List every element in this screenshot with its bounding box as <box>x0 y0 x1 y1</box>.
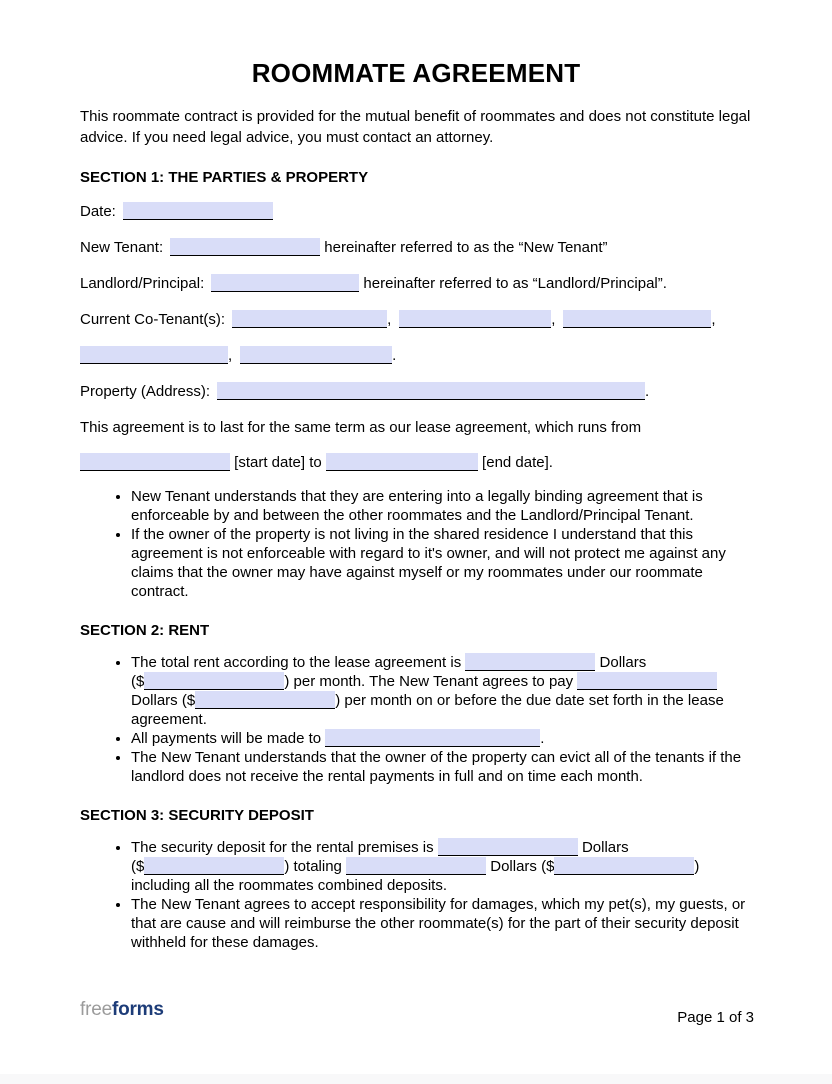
paren-close: ) <box>284 858 290 875</box>
separator: , <box>711 311 716 328</box>
start-date-field[interactable] <box>80 453 230 471</box>
deposit-bullet-text: Dollars <box>577 839 629 856</box>
separator: , <box>387 311 392 328</box>
paren-close: ) <box>284 673 290 690</box>
date-row <box>80 201 752 223</box>
paren-open: ($ <box>131 673 145 690</box>
paren-open: ($ <box>181 692 196 709</box>
intro-paragraph: This roommate contract is provided for the mutual benefit of roommates and does not constitute legal advice. If you need legal advice, you must contact an attorney. <box>80 108 751 146</box>
rent-bullet-text: per month on or before the due date set forth in the lease agreement. <box>131 692 724 728</box>
payments-bullet-text: All payments will be made to <box>131 730 326 747</box>
rent-bullet-text: Dollars <box>595 654 647 671</box>
cotenant-field-4[interactable] <box>80 346 228 364</box>
section1-bullet-list <box>80 487 752 601</box>
cotenants-label: Current Co-Tenant(s): <box>80 311 226 328</box>
new-tenant-after-text: hereinafter referred to as the “New Tenant” <box>320 239 608 256</box>
list-item: • If the owner of the property is not living in the shared residence I understand that this agreement is not enforceable with regard to it's owner, and will not protect me against any claims that the owner may have against myself or my roommates under our roommate contract. <box>131 525 752 601</box>
date-field[interactable] <box>123 202 273 220</box>
rent-bullet-text: The total rent according to the lease agreement is <box>131 654 466 671</box>
landlord-label: Landlord/Principal: <box>80 275 205 292</box>
cotenant-field-5[interactable] <box>240 346 392 364</box>
property-row <box>80 381 752 403</box>
logo-free-text: free <box>80 999 112 1020</box>
rent-pay-amount-field[interactable] <box>195 691 335 709</box>
cotenants-row-1 <box>80 309 752 331</box>
deposit-words-field[interactable] <box>438 838 578 856</box>
deposit-total-amount-field[interactable] <box>554 857 694 875</box>
deposit-bullet-text: The security deposit for the rental premises is <box>131 839 438 856</box>
page-footer <box>80 999 754 1026</box>
rent-total-amount-field[interactable] <box>144 672 284 690</box>
list-item: • The New Tenant agrees to accept responsibility for damages, which my pet(s), my guests, or that are cause and will reimburse the other roommate(s) for the part of their security deposit withheld for these damages. <box>131 895 752 952</box>
list-item <box>131 729 752 748</box>
new-tenant-field[interactable] <box>170 238 320 256</box>
rent-total-words-field[interactable] <box>465 653 595 671</box>
freeforms-logo <box>80 999 164 1021</box>
paren-open: ($ <box>131 858 145 875</box>
section3-bullet-list <box>80 838 752 952</box>
list-item <box>131 838 752 895</box>
list-item: • New Tenant understands that they are entering into a legally binding agreement that is enforceable by and between the other roommates and the Landlord/Principal Tenant. <box>131 487 752 525</box>
cotenant-field-1[interactable] <box>232 310 387 328</box>
deposit-amount-field[interactable] <box>144 857 284 875</box>
deposit-bullet-text: Dollars <box>486 858 542 875</box>
separator: . <box>392 347 397 364</box>
paren-open: ($ <box>541 858 555 875</box>
landlord-row <box>80 273 752 295</box>
property-label: Property (Address): <box>80 383 211 400</box>
rent-pay-words-field[interactable] <box>577 672 717 690</box>
landlord-field[interactable] <box>211 274 359 292</box>
end-date-tag: [end date]. <box>477 454 553 471</box>
viewer-edge <box>0 1074 832 1084</box>
deposit-total-words-field[interactable] <box>346 857 486 875</box>
paren-close: ) <box>335 692 341 709</box>
section1-heading: SECTION 1: THE PARTIES & PROPERTY <box>80 169 369 186</box>
payments-made-to-field[interactable] <box>325 729 540 747</box>
new-tenant-label: New Tenant: <box>80 239 164 256</box>
section2-bullet-list <box>80 653 752 786</box>
section3-heading: SECTION 3: SECURITY DEPOSIT <box>80 807 314 824</box>
landlord-after-text: hereinafter referred to as “Landlord/Principal”. <box>359 275 667 292</box>
cotenants-row-2 <box>80 345 752 367</box>
page-title: ROOMMATE AGREEMENT <box>251 58 581 88</box>
separator: , <box>228 347 233 364</box>
term-dates-row <box>80 452 752 474</box>
list-item: • The New Tenant understands that the owner of the property can evict all of the tenants if the landlord does not receive the rental payments in full and on time each month. <box>131 748 752 786</box>
new-tenant-row <box>80 237 752 259</box>
deposit-bullet-text: including all the roommates combined deposits. <box>131 877 448 894</box>
separator: , <box>551 311 556 328</box>
separator: . <box>540 730 545 747</box>
term-paragraph: This agreement is to last for the same term as our lease agreement, which runs from <box>80 419 642 436</box>
start-date-tag: [start date] to <box>230 454 326 471</box>
cotenant-field-3[interactable] <box>563 310 711 328</box>
end-date-field[interactable] <box>326 453 478 471</box>
cotenant-field-2[interactable] <box>399 310 551 328</box>
deposit-bullet-text: totaling <box>289 858 347 875</box>
page-number: Page 1 of 3 <box>677 1009 754 1026</box>
paren-close: ) <box>694 858 700 875</box>
section2-heading: SECTION 2: RENT <box>80 622 210 639</box>
rent-bullet-text: per month. The New Tenant agrees to pay <box>289 673 578 690</box>
list-item <box>131 653 752 729</box>
rent-bullet-text: Dollars <box>131 692 182 709</box>
property-address-field[interactable] <box>217 382 645 400</box>
logo-forms-text: forms <box>111 999 164 1020</box>
separator: . <box>645 383 650 400</box>
date-label: Date: <box>80 203 116 220</box>
